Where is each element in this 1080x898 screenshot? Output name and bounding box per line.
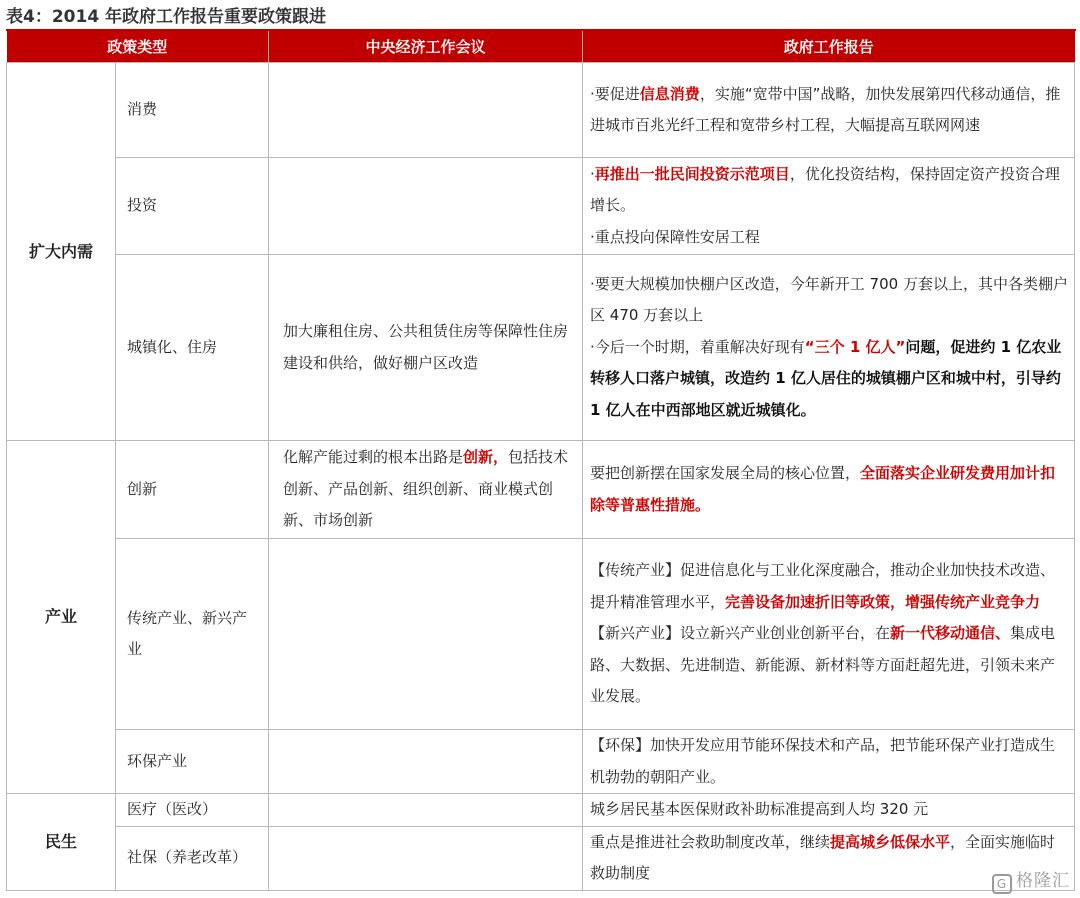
report-cell-traditional: 【传统产业】促进信息化与工业化深度融合，推动企业加快技术改造、提升精准管理水平，完善设备加速折旧等政策，增强传统产业竞争力 【新兴产业】设立新兴产业创业创新平台，在新一代移动通信、集成电路、大数据、先进制造、新能源、新材料等方面赶超先进，引领未来产业发展。 <box>583 539 1075 730</box>
table-row <box>7 441 1075 539</box>
subtype-investment: 投资 <box>116 158 269 255</box>
highlight-text: 提高城乡低保水平 <box>830 832 951 851</box>
category-domestic-demand: 扩大内需 <box>7 63 116 441</box>
policy-table <box>6 31 1075 891</box>
central-cell-innovation: 化解产能过剩的根本出路是创新，包括技术创新、产品创新、组织创新、商业模式创新、市场创新 <box>269 441 583 539</box>
table-row <box>7 794 1075 827</box>
report-cell-urbanization: ·要更大规模加快棚户区改造，今年新开工 700 万套以上，其中各类棚户区 470 万套以上 ·今后一个时期，着重解决好现有“三个 1 亿人”问题，促进约 1 亿农业转移人口落户城镇，改造约 1 亿人居住的城镇棚户区和城中村，引导约 1 亿人在中西部地区就近城镇化。 <box>583 255 1075 441</box>
table-row <box>7 539 1075 730</box>
central-cell-traditional <box>269 539 583 730</box>
subtype-traditional-emerging: 传统产业、新兴产业 <box>116 539 269 730</box>
highlight-text: 再推出一批民间投资示范项目 <box>594 164 790 183</box>
central-cell-environment <box>269 730 583 794</box>
report-cell-investment: ·再推出一批民间投资示范项目，优化投资结构，保持固定资产投资合理增长。 ·重点投向保障性安居工程 <box>583 158 1075 255</box>
central-cell-consumption <box>269 63 583 158</box>
subtype-urbanization: 城镇化、住房 <box>116 255 269 441</box>
report-cell-environment: 【环保】加快开发应用节能环保技术和产品，把节能环保产业打造成生机勃勃的朝阳产业。 <box>583 730 1075 794</box>
highlight-text: 新一代移动通信、 <box>890 624 1011 643</box>
subtype-medical: 医疗（医改） <box>116 794 269 827</box>
watermark-logo: G 格隆汇 <box>992 866 1070 894</box>
table-row <box>7 63 1075 158</box>
subtype-innovation: 创新 <box>116 441 269 539</box>
central-cell-urbanization: 加大廉租住房、公共租赁住房等保障性住房建设和供给，做好棚户区改造 <box>269 255 583 441</box>
subtype-consumption: 消费 <box>116 63 269 158</box>
central-cell-social <box>269 826 583 890</box>
table-title: 表4：2014 年政府工作报告重要政策跟进 <box>6 7 327 27</box>
highlight-text: 全面落实企业研发费用加计扣除等普惠性措施。 <box>590 464 1056 514</box>
highlight-text: “三个 1 亿人” <box>804 337 906 356</box>
category-livelihood: 民生 <box>7 794 116 891</box>
report-cell-innovation: 要把创新摆在国家发展全局的核心位置，全面落实企业研发费用加计扣除等普惠性措施。 <box>583 441 1075 539</box>
header-central-conference: 中央经济工作会议 <box>269 31 583 63</box>
header-policy-type: 政策类型 <box>7 31 269 63</box>
highlight-text: 完善设备加速折旧等政策，增强传统产业竞争力 <box>725 592 1041 611</box>
central-cell-medical <box>269 794 583 827</box>
table-row <box>7 826 1075 890</box>
report-cell-social: 重点是推进社会救助制度改革，继续提高城乡低保水平，全面实施临时救助制度 <box>583 826 1075 890</box>
report-cell-medical: 城乡居民基本医保财政补助标准提高到人均 320 元 <box>583 794 1075 827</box>
report-cell-consumption: ·要促进信息消费，实施“宽带中国”战略，加快发展第四代移动通信，推进城市百兆光纤工程和宽带乡村工程，大幅提高互联网网速 <box>583 63 1075 158</box>
table-row <box>7 255 1075 441</box>
header-gov-report: 政府工作报告 <box>583 31 1075 63</box>
highlight-text: 信息消费 <box>639 84 700 103</box>
category-industry: 产业 <box>7 441 116 794</box>
table-row <box>7 730 1075 794</box>
central-cell-investment <box>269 158 583 255</box>
subtype-environment: 环保产业 <box>116 730 269 794</box>
logo-icon: G <box>992 874 1012 894</box>
highlight-text: 创新， <box>463 448 509 467</box>
table-row <box>7 158 1075 255</box>
subtype-social: 社保（养老改革） <box>116 826 269 890</box>
header-row <box>7 31 1075 63</box>
